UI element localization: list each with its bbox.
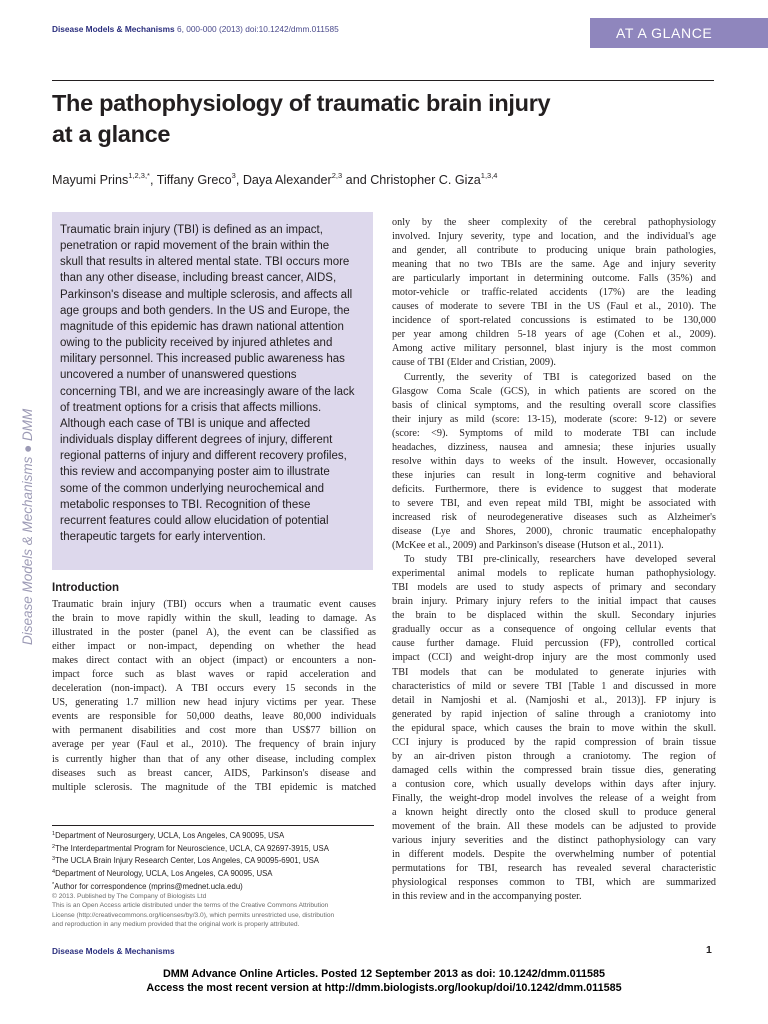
body-text-line: characteristics of mild or severe TBI [Table 1 and discussed in more: [392, 680, 716, 692]
body-text-line: the epidural space, which causes the brain to move within the skull.: [392, 722, 716, 734]
body-text-line: average per year (Faul et al., 2010). The frequency of brain injury: [52, 739, 376, 751]
abstract-line: this review and accompanying poster aim to illustrate: [60, 466, 330, 479]
body-text-line: various injury severities and the distinct pathophysiology can vary: [392, 835, 716, 847]
body-text-line: deceleration (non-impact). A TBI occurs every 15 seconds in the: [52, 683, 376, 695]
author-separator: and: [342, 173, 371, 187]
author-separator: ,: [149, 173, 157, 187]
body-text-line: only by the sheer complexity of the cerebral pathophysiology: [392, 217, 716, 228]
body-text-line: in this review and in the accompanying poster.: [392, 891, 582, 903]
author-affiliation: 2,3: [331, 171, 343, 180]
body-text-line: deficits. Furthermore, there is evidence to suggest that moderate: [392, 483, 716, 495]
abstract-line: than any other disease, including breast cancer, AIDS,: [60, 272, 337, 285]
footnote-marker: 1: [52, 831, 56, 837]
copyright-notice: [52, 892, 334, 930]
footer-journal-name: Disease Models & Mechanisms: [52, 946, 175, 956]
abstract-line: skull that results in altered mental state. TBI occurs more: [60, 256, 350, 269]
abstract-line: some of the common underlying neurochemical and: [60, 482, 325, 495]
body-text-line: impact force such as blast waves or rapid acceleration and: [52, 669, 376, 681]
copyright-line: and reproduction in any medium provided that the original work is properly attributed.: [52, 921, 300, 929]
article-title: [52, 88, 672, 150]
body-text-line: (score: <9). Symptoms of mild to moderate TBI can include: [392, 427, 716, 439]
body-text-line: Glasgow Coma Scale (GCS), in which patients are scored on the: [392, 385, 716, 397]
author-name: Daya Alexander: [242, 173, 332, 187]
body-column-left: [52, 598, 376, 795]
body-text-line: Finally, the weight-drop model involves the release of a weight from: [392, 792, 716, 804]
body-text-line: their injury as mild (score: 13-15), moderate (score: 9-12) or severe: [392, 413, 716, 425]
abstract-line: individuals display different degrees of injury, different: [60, 434, 333, 447]
introduction-heading: Introduction: [52, 582, 120, 594]
footnote-text: Department of Neurology, UCLA, Los Angeles, CA 90095, USA: [55, 869, 273, 879]
author-affiliation: 3: [231, 171, 236, 180]
body-text-line: Among active military personnel, blast injury is the most common: [392, 343, 716, 355]
body-text-line: To study TBI pre-clinically, researchers have developed several: [404, 554, 716, 566]
page-number: 1: [706, 944, 712, 956]
body-text-line: physiological responses common to TBI, which are summarized: [392, 877, 716, 889]
body-text-line: causes of moderate to severe TBI in the US (Faul et al., 2010). The: [392, 301, 716, 313]
body-text-line: disease (Lye and Shores, 2000), chronic traumatic encephalopathy: [392, 526, 716, 538]
body-text-line: TBI models that can be modulated to generate injuries with: [392, 666, 716, 678]
body-text-line: a contusion core, which usually develops within days after injury.: [392, 778, 716, 790]
body-text-line: cause of TBI (Elder and Cristian, 2009).: [392, 357, 556, 369]
abstract-line: therapeutic targets for early intervention.: [60, 530, 266, 543]
abstract-line: recurrent features could allow elucidation of potential: [60, 514, 329, 527]
body-text-line: makes direct contact with an object (impact) or encounters a non-: [52, 655, 376, 667]
body-text-line: these injuries can result in long-term cognitive and behavioral: [392, 469, 716, 481]
advance-online-notice: DMM Advance Online Articles. Posted 12 September 2013 as doi: 10.1242/dmm.011585: [162, 968, 606, 980]
footnote: [52, 842, 329, 855]
footnote-rule: [52, 825, 374, 826]
footnote-marker: *: [52, 881, 55, 888]
affiliation-footnotes: [52, 829, 329, 893]
body-text-line: the brain to move rapidly within the skull, leading to damage. As: [52, 613, 376, 625]
body-text-line: damaged cells within the compressed brain tissue dies, generating: [392, 764, 716, 776]
body-text-line: involved. Injury severity, type and location, and the individual's age: [392, 231, 716, 243]
body-text-line: with permanent disabilities and cost more than US$77 billion on: [52, 725, 376, 737]
author-name: Christopher C. Giza: [370, 173, 481, 187]
footnote-text: The Interdepartmental Program for Neuroscience, UCLA, CA 92697-3915, USA: [55, 843, 329, 853]
body-text-line: motor-vehicle or traffic-related accidents (17%) are the leading: [392, 287, 716, 299]
abstract-line: owing to the publicity received by injured athletes and: [60, 337, 333, 350]
footnote: [52, 867, 329, 880]
author-name: Tiffany Greco: [156, 173, 232, 187]
body-text-line: movement of the brain. All these models can be adjusted to provide: [392, 821, 716, 833]
side-journal-label: Disease Models & Mechanisms ● DMM: [20, 408, 35, 645]
copyright-line: © 2013. Published by The Company of Biologists Ltd: [52, 893, 207, 900]
abstract-line: penetration or rapid movement of the brain within the: [60, 240, 330, 253]
body-text-line: incidence of sport-related concussions is estimated to be 130,000: [392, 315, 716, 327]
section-banner: AT A GLANCE: [590, 18, 768, 48]
body-text-line: brain injury. Primary injury refers to the initial impact that causes: [392, 596, 716, 608]
body-text-line: headaches, dizziness, nausea and amnesia; these injuries usually: [392, 441, 716, 453]
footnote-text: Author for correspondence (mprins@mednet.ucla.edu): [54, 881, 243, 891]
body-text-line: to severe TBI, and even repeat mild TBI, might be associated with: [392, 497, 716, 509]
footnote: [52, 880, 329, 893]
doi-link-notice[interactable]: Access the most recent version at http://dmm.biologists.org/lookup/doi/10.1242/dmm.011585: [146, 982, 622, 994]
abstract-line: Although each case of TBI is unique and affected: [60, 417, 311, 430]
abstract-line: regional patterns of injury and different recovery profiles,: [60, 450, 347, 463]
body-text-line: events are responsible for 50,000 deaths, leave 80,000 individuals: [52, 711, 376, 723]
abstract-line: metabolic responses to TBI. Recognition of these: [60, 498, 311, 511]
abstract-line: military personnel. This increased public awareness has: [60, 353, 345, 366]
footnote-marker: 3: [52, 856, 56, 863]
body-text-line: experimental animal models to replicate human pathophysiology.: [392, 568, 716, 580]
footnote-marker: 2: [52, 843, 56, 850]
title-rule: [52, 80, 714, 81]
journal-name: Disease Models & Mechanisms: [52, 24, 175, 34]
footnote-text: The UCLA Brain Injury Research Center, Los Angeles, CA 90095-6901, USA: [55, 856, 320, 866]
author-affiliation: 1,3,4: [480, 171, 498, 180]
body-text-line: per year among children 5-18 years of age (Cohen et al., 2009).: [392, 329, 716, 341]
body-text-line: permutations for TBI, research has revealed several characteristic: [392, 863, 716, 875]
body-text-line: cause further damage. Fluid percussion (FP), controlled cortical: [392, 638, 716, 650]
copyright-line: License (http://creativecommons.org/licenses/by/3.0), which permits unrestricted use, distribution: [52, 911, 335, 919]
body-text-line: are particularly important in determining outcome. Falls (35%) and: [392, 273, 716, 285]
body-text-line: Currently, the severity of TBI is categorized based on the: [404, 371, 716, 383]
body-text-line: basis of clinical symptoms, and the resulting overall score classifies: [392, 399, 716, 411]
abstract-line: Parkinson's disease and multiple sclerosis, and affects all: [60, 288, 353, 301]
body-text-line: meaning that no two TBIs are the same. Age and injury severity: [392, 259, 716, 271]
body-text-line: generated by rapid injection of saline through a craniotomy into: [392, 708, 716, 720]
author-name: Mayumi Prins: [52, 173, 129, 187]
body-text-line: in different models. Despite the overwhelming number of potential: [392, 849, 716, 861]
footnote: [52, 854, 329, 867]
body-text-line: multiple sclerosis. The magnitude of the TBI epidemic is matched: [52, 781, 376, 793]
body-text-line: US, generating 1.7 million new head injury victims per year. These: [52, 697, 376, 709]
body-text-line: is currently higher than that of any other disease, including complex: [52, 753, 376, 765]
title-line: at a glance: [52, 121, 171, 147]
title-line: The pathophysiology of traumatic brain injury: [52, 90, 551, 116]
body-text-line: a known height directly onto the closed skull to produce general: [392, 806, 716, 818]
body-text-line: increased risk of neurodegenerative diseases such as Alzheimer's: [392, 511, 716, 523]
author-separator: ,: [235, 173, 243, 187]
body-text-line: gradually occur as a consequence of ongoing cellular events that: [392, 624, 716, 636]
copyright-line: This is an Open Access article distributed under the terms of the Creative Commons Attribution: [52, 902, 329, 910]
abstract-line: magnitude of this epidemic has drawn national attention: [60, 320, 344, 333]
abstract-line: Traumatic brain injury (TBI) is defined as an impact,: [60, 224, 323, 236]
body-text-line: and gender, all contribute to producing unique brain pathologies,: [392, 245, 716, 257]
author-list: [52, 171, 497, 187]
body-text-line: Traumatic brain injury (TBI) occurs when a traumatic event causes: [52, 599, 376, 610]
body-text-line: detail in Namjoshi et al. (Namjoshi et al., 2013)]. FP injury is: [392, 694, 716, 706]
abstract-line: of treatment options for a crisis that affects millions.: [60, 401, 322, 414]
body-text-line: resolve within days to weeks of the insult. However, occasionally: [392, 455, 716, 467]
journal-citation: [52, 24, 339, 34]
body-text-line: illustrated in the poster (panel A), the event can be classified as: [52, 627, 376, 639]
body-text-line: CCI injury is produced by the rapid compression of brain tissue: [392, 736, 716, 748]
abstract-line: age groups and both genders. In the US and Europe, the: [60, 304, 350, 317]
footnote: [52, 829, 329, 842]
abstract-line: concerning TBI, and we are increasingly aware of the lack: [60, 385, 355, 398]
body-text-line: (McKee et al., 2009) and Parkinson's disease (Hutson et al., 2011).: [392, 540, 664, 552]
body-text-line: impact (CCI) and weight-drop injury are the most commonly used: [392, 652, 716, 664]
body-text-line: either impact or non-impact, depending on whether the head: [52, 641, 376, 653]
body-text-line: the brain to be displaced within the skull. Secondary injuries: [392, 610, 716, 622]
body-column-right: [392, 216, 716, 904]
body-text-line: TBI models are used to study aspects of primary and secondary: [392, 582, 716, 594]
citation-details: 6, 000-000 (2013) doi:10.1242/dmm.011585: [174, 24, 339, 34]
footnote-text: Department of Neurosurgery, UCLA, Los Angeles, CA 90095, USA: [55, 831, 285, 840]
author-affiliation: 1,2,3,*: [128, 171, 150, 180]
body-text-line: by an air-driven piston through a craniotomy. The region of: [392, 750, 716, 762]
footnote-marker: 4: [52, 869, 56, 876]
abstract-line: uncovered a number of unanswered questions: [60, 369, 297, 382]
body-text-line: diseases such as breast cancer, AIDS, Parkinson's disease and: [52, 767, 376, 779]
abstract-box: [52, 212, 373, 570]
